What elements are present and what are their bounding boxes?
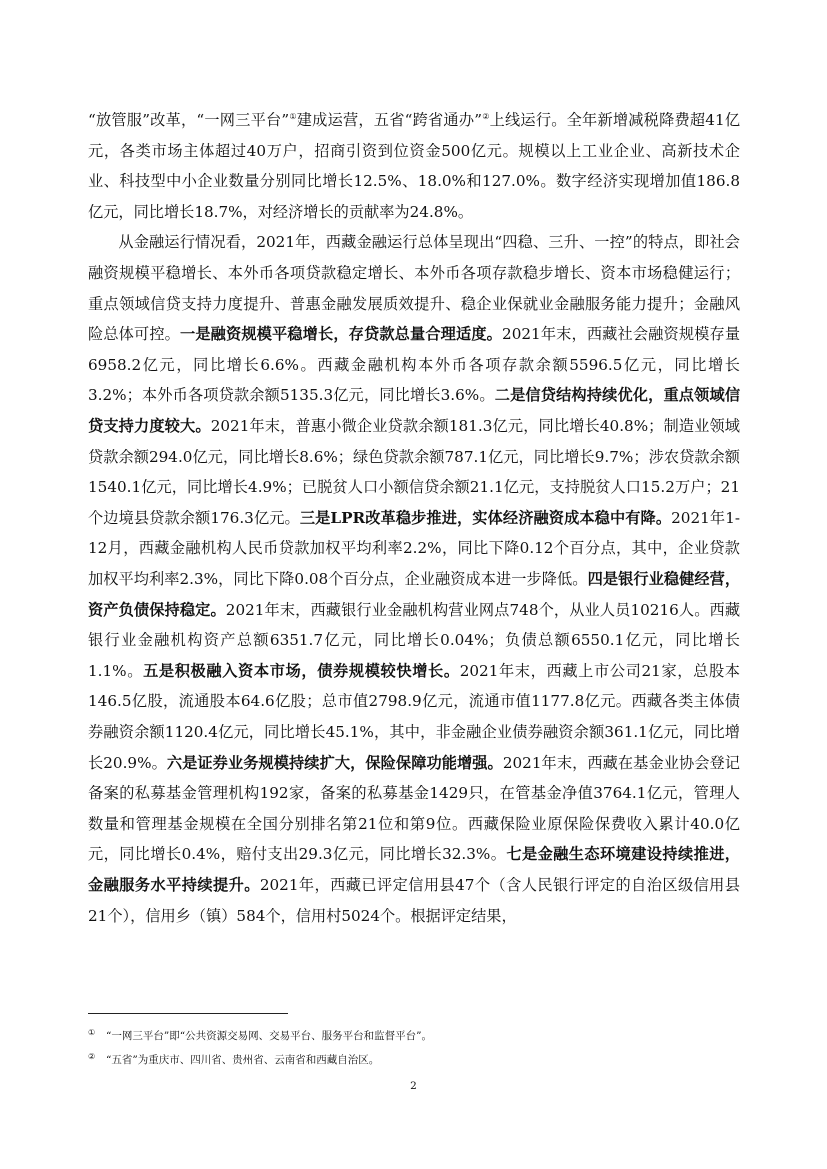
- paragraph-text: “放管服”改革，“一网三平台”: [88, 111, 290, 130]
- paragraph: [88, 102, 740, 227]
- bold-heading-text: 五是积极融入资本市场，债券规模较快增长。: [143, 661, 460, 680]
- paragraph-text: 2021年末，西藏银行业金融机构营业网点748个，从业人员10216人。西藏银行业金融机构资产总额6351.7亿元，同比增长0.04%；负债总额6550.1亿元，同比增长1.1%。: [88, 600, 741, 680]
- paragraph-text: 上线运行。全年新增减税降费超41亿元，各类市场主体超过40万户，招商引资到位资金500亿元。规模以上工业企业、高新技术企业、科技型中小企业数量分别同比增长12.5%、18.0%和127.0%。数字经济实现增加值186.8亿元，同比增长18.7%，对经济增长的贡献率为24.8%。: [88, 111, 741, 221]
- paragraph-text: 从金融运行情况看，2021年，西藏金融运行总体呈现出“四稳、三升、一控”的特点，即社会融资规模平稳增长、本外币各项贷款稳定增长、本外币各项存款稳步增长、资本市场稳健运行；重点领域信贷支持力度提升、普惠金融发展质效提升、稳企业保就业金融服务能力提升；金融风险总体可控。: [88, 233, 740, 344]
- footnote-text: “一网三平台”即“公共资源交易网、交易平台、服务平台和监督平台”。: [106, 1030, 432, 1042]
- bold-heading-text: 七是金融生态环境建设持续推进，金融服务水平持续提升。: [88, 845, 740, 894]
- paragraph-text: 建成运营，五省“跨省通办”: [296, 111, 482, 130]
- paragraph-text: 2021年末，西藏社会融资规模存量6958.2亿元，同比增长6.6%。西藏金融机构本外币各项存款余额5596.5亿元，同比增长3.2%；本外币各项贷款余额5135.3亿元，同比增长3.6%。: [88, 325, 741, 405]
- bold-heading-text: 二是信贷结构持续优化，重点领域信贷支持力度较大。: [88, 386, 741, 435]
- bold-heading-text: 一是融资规模平稳增长，存贷款总量合理适度。: [180, 325, 503, 344]
- footnotes: [88, 1024, 740, 1072]
- paragraph-text: 2021年末，西藏在基金业协会登记备案的私募基金管理机构192家，备案的私募基金1429只，在管基金净值3764.1亿元，管理人数量和管理基金规模在全国分别排名第21位和第9位。西藏保险业原保险保费收入累计40.0亿元，同比增长0.4%，赔付支出29.3亿元，同比增长32.3%。: [88, 753, 740, 864]
- paragraph-text: 2021年1-12月，西藏金融机构人民币贷款加权平均利率2.2%，同比下降0.12个百分点，其中，企业贷款加权平均利率2.3%，同比下降0.08个百分点，企业融资成本进一步降低。: [88, 508, 740, 588]
- paragraph-text: 2021年末，普惠小微企业贷款余额181.3亿元，同比增长40.8%；制造业领域贷款余额294.0亿元，同比增长8.6%；绿色贷款余额787.1亿元，同比增长9.7%；涉农贷款余额1540.1亿元，同比增长4.9%；已脱贫人口小额信贷余额21.1亿元，支持脱贫人口15.2万户；21个边境县贷款余额176.3亿元。: [88, 417, 740, 527]
- paragraph-text: 2021年，西藏已评定信用县47个（含人民银行评定的自治区级信用县21个），信用乡（镇）584个，信用村5024个。根据评定结果，: [88, 875, 740, 925]
- bold-heading-text: 六是证券业务规模持续扩大，保险保障功能增强。: [166, 753, 503, 772]
- body-text: [88, 102, 740, 931]
- bold-heading-text: 三是LPR改革稳步推进，实体经济融资成本稳中有降。: [299, 508, 672, 527]
- paragraph: [88, 227, 740, 931]
- paragraph-text: 2021年末，西藏上市公司21家，总股本146.5亿股，流通股本64.6亿股；总市值2798.9亿元，流通市值1177.8亿元。西藏各类主体债券融资余额1120.4亿元，同比增长45.1%，其中，非金融企业债券融资余额361.1亿元，同比增长20.9%。: [88, 661, 740, 772]
- footnote-reference: ②: [482, 112, 490, 121]
- footnote: [88, 1024, 740, 1048]
- footnote-text: “五省”为重庆市、四川省、贵州省、云南省和西藏自治区。: [106, 1054, 380, 1066]
- footnote: [88, 1048, 740, 1072]
- footnote-divider: [88, 1013, 288, 1014]
- page-number: 2: [410, 1080, 417, 1092]
- footnote-mark: ①: [88, 1028, 96, 1037]
- bold-heading-text: 四是银行业稳健经营，资产负债保持稳定。: [88, 569, 741, 619]
- footnote-reference: ①: [289, 112, 297, 121]
- footnote-mark: ②: [88, 1052, 96, 1061]
